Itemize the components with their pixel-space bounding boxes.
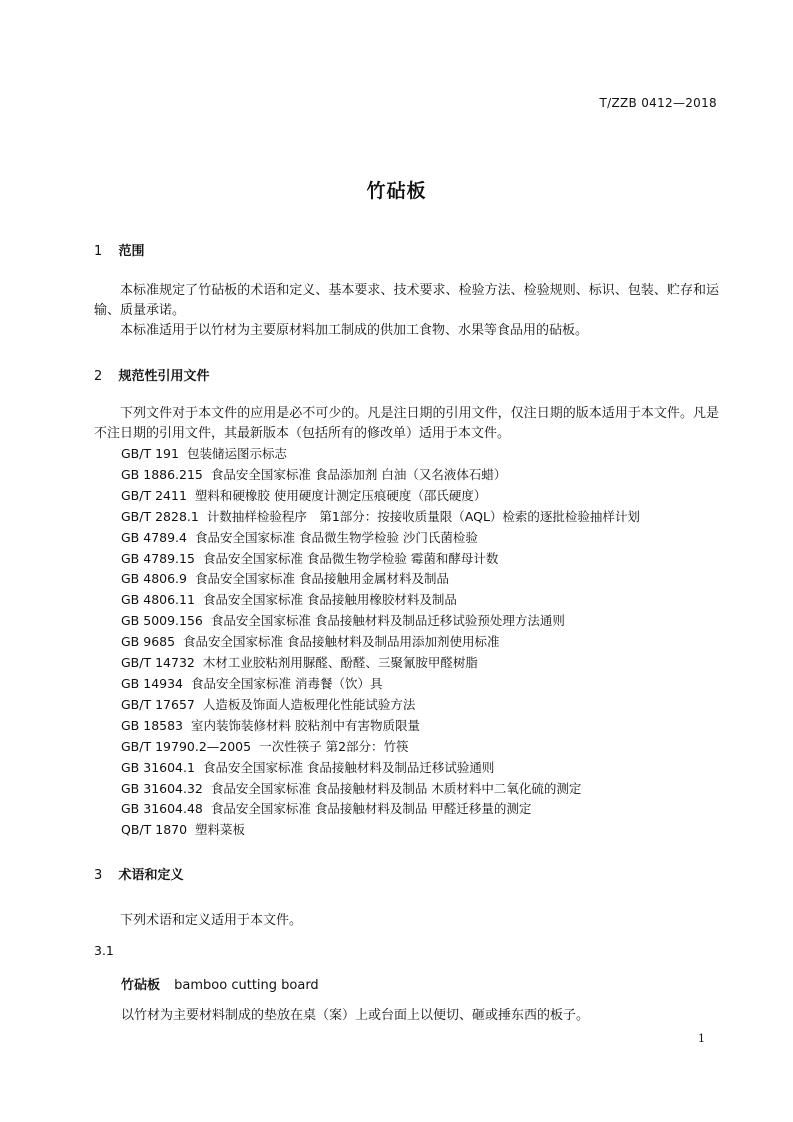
reference-item [121,528,721,549]
reference-title: 食品安全国家标准 食品接触材料及制品迁移试验预处理方法通则 [210,613,565,629]
reference-title: 食品安全国家标准 食品微生物学检验 霉菌和酵母计数 [202,550,499,566]
reference-title: 食品安全国家标准 食品微生物学检验 沙门氏菌检验 [194,529,478,545]
reference-item [121,611,721,632]
reference-item [121,507,721,528]
reference-code: GB/T 19790.2—2005 [121,738,252,754]
reference-title: 食品安全国家标准 食品接触用橡胶材料及制品 [202,592,457,608]
section-number: 3 [94,868,103,883]
reference-code: GB 31604.48 [121,801,203,817]
reference-code: GB 9685 [121,634,176,650]
section-number: 1 [94,244,103,259]
section-number: 2 [94,369,103,384]
terms-intro: 下列术语和定义适用于本文件。 [120,913,303,928]
reference-code: GB 31604.1 [121,759,195,775]
reference-item [121,779,721,800]
section-title: 规范性引用文件 [118,369,210,384]
reference-code: GB 18583 [121,717,183,733]
reference-code: GB/T 2411 [121,487,187,503]
reference-item [121,632,721,653]
reference-item [121,465,721,486]
page-number: 1 [698,1032,705,1045]
reference-title: 一次性筷子 第2部分：竹筷 [259,738,409,754]
reference-item [121,590,721,611]
reference-item [121,737,721,758]
reference-title: 食品安全国家标准 消毒餐（饮）具 [191,675,383,691]
document-title: 竹砧板 [366,180,427,202]
document-code: T/ZZB 0412—2018 [599,96,717,110]
term-entry [121,974,319,993]
term-chinese: 竹砧板 [121,978,161,993]
reference-code: GB 31604.32 [121,780,203,796]
reference-item [121,569,721,590]
reference-code: GB 4789.15 [121,550,195,566]
normative-intro: 下列文件对于本文件的应用是必不可少的。凡是注日期的引用文件，仅注日期的版本适用于本文件。凡是不注日期的引用文件，其最新版本（包括所有的修改单）适用于本文件。 [94,406,719,441]
reference-title: 食品安全国家标准 食品接触材料及制品 木质材料中二氧化硫的测定 [210,780,582,796]
reference-title: 人造板及饰面人造板理化性能试验方法 [202,696,416,712]
reference-code: GB/T 17657 [121,696,195,712]
reference-title: 包装储运图示标志 [186,446,287,461]
reference-title: 食品安全国家标准 食品接触材料及制品 甲醛迁移量的测定 [210,801,532,817]
reference-code: GB 1886.215 [121,466,203,482]
section-heading-terms [94,864,184,883]
reference-item [121,695,721,716]
reference-item [121,486,721,507]
reference-item [121,716,721,737]
reference-code: QB/T 1870 [121,822,188,838]
reference-item [121,444,721,465]
reference-code: GB/T 14732 [121,655,195,671]
section-title: 术语和定义 [118,868,184,883]
reference-title: 食品安全国家标准 食品接触材料及制品迁移试验通则 [202,759,495,775]
term-english: bamboo cutting board [174,978,319,993]
reference-code: GB/T 2828.1 [121,508,199,524]
reference-title: 食品安全国家标准 食品接触材料及制品用添加剂使用标准 [183,634,500,650]
reference-title: 计数抽样检验程序 第1部分：按接收质量限（AQL）检索的逐批检验抽样计划 [206,508,640,524]
term-definition: 以竹材为主要材料制成的垫放在桌（案）上或台面上以便切、砸或捶东西的板子。 [121,1008,590,1023]
reference-title: 塑料菜板 [195,822,246,838]
subsection-number: 3.1 [94,943,114,958]
reference-title: 室内装饰装修材料 胶粘剂中有害物质限量 [191,717,420,733]
section-heading-normative [94,365,210,384]
reference-code: GB 4789.4 [121,529,187,545]
reference-item [121,820,721,841]
reference-item [121,653,721,674]
reference-title: 食品安全国家标准 食品接触用金属材料及制品 [194,571,449,587]
reference-item [121,549,721,570]
reference-code: GB 4806.11 [121,592,195,608]
scope-paragraph-2: 本标准适用于以竹材为主要原材料加工制成的供加工食物、水果等食品用的砧板。 [120,323,589,338]
reference-title: 食品安全国家标准 食品添加剂 白油（又名液体石蜡） [210,466,507,482]
reference-code: GB 14934 [121,675,183,691]
section-title: 范围 [118,244,145,259]
reference-list [121,444,721,841]
section-heading-scope [94,240,145,259]
reference-title: 木材工业胶粘剂用脲醛、酚醛、三聚氰胺甲醛树脂 [202,655,478,671]
reference-code: GB/T 191 [121,446,179,461]
reference-code: GB 4806.9 [121,571,187,587]
scope-paragraph-1: 本标准规定了竹砧板的术语和定义、基本要求、技术要求、检验方法、检验规则、标识、包装、贮存和运输、质量承诺。 [94,283,719,318]
reference-item [121,799,721,820]
reference-item [121,674,721,695]
reference-item [121,758,721,779]
reference-code: GB 5009.156 [121,613,203,629]
reference-title: 塑料和硬橡胶 使用硬度计测定压痕硬度（邵氏硬度） [194,487,487,503]
